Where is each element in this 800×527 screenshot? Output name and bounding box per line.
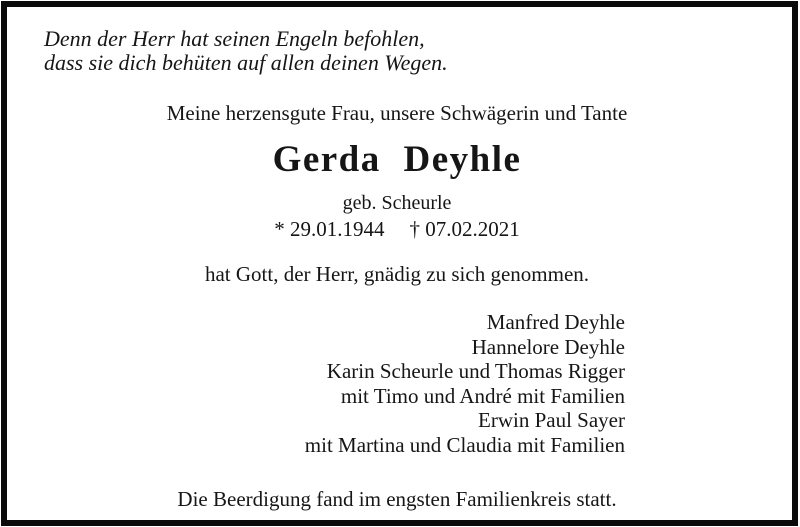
scripture-quote-line-2: dass sie dich behüten auf allen deinen Wegen.: [44, 50, 448, 75]
scripture-quote: [44, 27, 448, 75]
mourner-line: Manfred Deyhle: [486, 310, 625, 334]
scripture-quote-line-1: Denn der Herr hat seinen Engeln befohlen,: [44, 26, 425, 51]
deceased-name: Gerda Deyhle: [272, 139, 522, 180]
relation-intro: Meine herzensgute Frau, unsere Schwägerin und Tante: [166, 101, 628, 125]
mourners-list: [305, 310, 625, 458]
mourner-line: mit Martina und Claudia mit Familien: [304, 432, 625, 457]
mourner-line: Hannelore Deyhle: [471, 334, 625, 359]
mourner-line: mit Timo und André mit Familien: [340, 383, 625, 408]
notice-border-frame: [1, 1, 798, 526]
mourner-line: Karin Scheurle und Thomas Rigger: [326, 359, 625, 384]
mourner-line: Erwin Paul Sayer: [478, 408, 625, 433]
death-statement: hat Gott, der Herr, gnädig zu sich genommen.: [204, 262, 590, 286]
maiden-name: geb. Scheurle: [342, 192, 452, 214]
life-dates: [7, 219, 787, 240]
death-cross-symbol: †: [409, 217, 420, 241]
death-date-value: 07.02.2021: [425, 217, 520, 241]
birth-date: [274, 219, 384, 240]
birth-star-symbol: *: [274, 217, 285, 241]
funeral-note: Die Beerdigung fand im engsten Familienkreis statt.: [177, 487, 617, 511]
birth-date-value: 29.01.1944: [290, 217, 385, 241]
death-date: [410, 219, 520, 240]
